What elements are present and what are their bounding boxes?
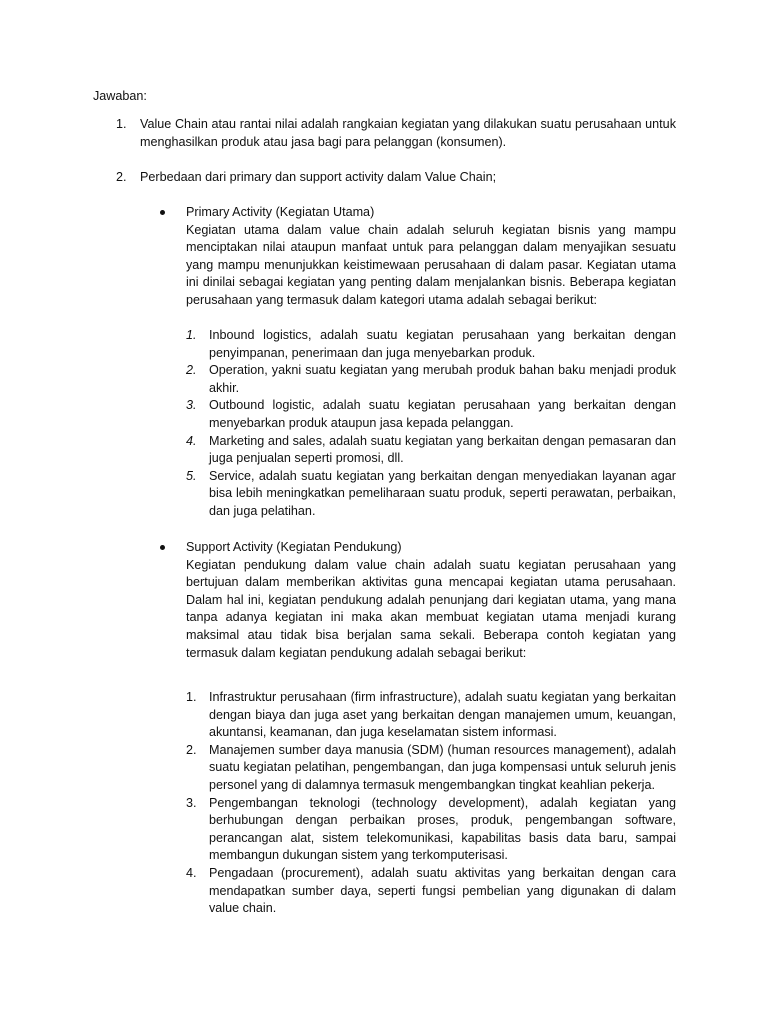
list-item-text: Marketing and sales, adalah suatu kegiatan yang berkaitan dengan pemasaran dan juga penjualan seperti promosi, dll. xyxy=(209,433,676,466)
bullet-icon xyxy=(160,210,165,215)
list-item-number: 1. xyxy=(186,690,197,704)
list-item xyxy=(186,795,676,865)
list-item-text: Manajemen sumber daya manusia (SDM) (human resources management), adalah suatu kegiatan pelatihan, pengembangan, dan juga kompensasi untuk seluruh jenis personel yang di dalamnya termasuk mengembangkan tingkat keahlian pekerja. xyxy=(209,742,676,792)
primary-activity-paragraph: Kegiatan utama dalam value chain adalah seluruh kegiatan bisnis yang mampu menciptakan nilai ataupun manfaat untuk para pelanggan dalam menyajikan sesuatu yang mampu menunjukkan keistimewaan perusahaan di dalam pasar. Kegiatan utama ini dinilai sebagai kegiatan yang penting dalam menjalankan bisnis. Beberapa kegiatan perusahaan yang termasuk dalam kategori utama adalah sebagai berikut: xyxy=(186,222,676,307)
list-item-text: Pengadaan (procurement), adalah suatu aktivitas yang berkaitan dengan cara mendapatkan sumber daya, seperti fungsi pembelian yang digunakan di dalam value chain. xyxy=(209,865,676,916)
primary-activity-list xyxy=(186,327,676,521)
answer-1 xyxy=(116,116,676,151)
list-item-number: 1. xyxy=(186,328,197,342)
list-item-text: Inbound logistics, adalah suatu kegiatan perusahaan yang berkaitan dengan penyimpanan, penerimaan dan juga menyebarkan produk. xyxy=(209,328,676,360)
list-item xyxy=(186,327,676,362)
list-item-number: 4. xyxy=(186,433,197,448)
support-activity-list xyxy=(186,689,676,918)
bullet-icon xyxy=(160,545,165,550)
list-item-number: 2. xyxy=(186,363,197,378)
list-item-text: Pengembangan teknologi (technology development), adalah kegiatan yang berhubungan dengan perbaikan proses, produk, pengembangan software, perancangan alat, sistem telekomunikasi, kapabilitas basis data baru, sampai membangun dukungan sistem yang terkomputerisasi. xyxy=(209,795,676,863)
list-item xyxy=(186,689,676,742)
list-item-text: Operation, yakni suatu kegiatan yang merubah produk bahan baku menjadi produk akhir. xyxy=(209,363,676,395)
list-item-number: 4. xyxy=(186,865,197,880)
answer-2-text: Perbedaan dari primary dan support activity dalam Value Chain; xyxy=(140,170,497,184)
primary-activity-title: Primary Activity (Kegiatan Utama) xyxy=(186,205,375,219)
answer-2 xyxy=(116,169,676,187)
list-item xyxy=(186,468,676,521)
list-item xyxy=(186,865,676,918)
list-item xyxy=(186,433,676,468)
list-item-number: 5. xyxy=(186,468,197,483)
answer-1-text: Value Chain atau rantai nilai adalah rangkaian kegiatan yang dilakukan suatu perusahaan untuk menghasilkan produk atau jasa bagi para pelanggan (konsumen). xyxy=(140,117,676,149)
list-item-number: 3. xyxy=(186,398,197,413)
list-item-text: Outbound logistic, adalah suatu kegiatan perusahaan yang berkaitan dengan menyebarkan produk ataupun jasa kepada pelanggan. xyxy=(209,398,676,430)
list-item-text: Service, adalah suatu kegiatan yang berkaitan dengan menyediakan layanan agar bisa lebih meningkatkan pemeliharaan suatu produk, seperti perawatan, perbaikan, dan juga pelatihan. xyxy=(209,468,676,518)
answer-2-number: 2. xyxy=(116,170,127,184)
support-activity-paragraph: Kegiatan pendukung dalam value chain adalah suatu kegiatan perusahaan yang bertujuan dalam memberikan aktivitas guna mencapai kegiatan utama perusahaan. Dalam hal ini, kegiatan pendukung adalah penunjang dari kegiatan utama, yang mana tanpa adanya kegiatan ini maka akan membuat kegiatan utama menjadi kurang maksimal atau tidak bisa berjalan sama sekali. Beberapa contoh kegiatan yang termasuk dalam kegiatan pendukung adalah sebagai berikut: xyxy=(186,557,676,660)
support-activity-title: Support Activity (Kegiatan Pendukung) xyxy=(186,540,402,554)
primary-activity-section xyxy=(160,204,676,310)
answer-1-number: 1. xyxy=(116,117,127,131)
list-item-number: 2. xyxy=(186,742,197,757)
list-item xyxy=(186,397,676,432)
support-activity-section xyxy=(160,539,676,662)
list-item-text: Infrastruktur perusahaan (firm infrastructure), adalah suatu kegiatan yang berkaitan dengan biaya dan juga aset yang berkaitan dengan manajemen umum, keuangan, akuntansi, keamanan, dan juga keselamatan sistem informasi. xyxy=(209,690,676,740)
list-item-number: 3. xyxy=(186,795,197,810)
heading: Jawaban: xyxy=(93,89,147,103)
list-item xyxy=(186,742,676,795)
list-item xyxy=(186,362,676,397)
